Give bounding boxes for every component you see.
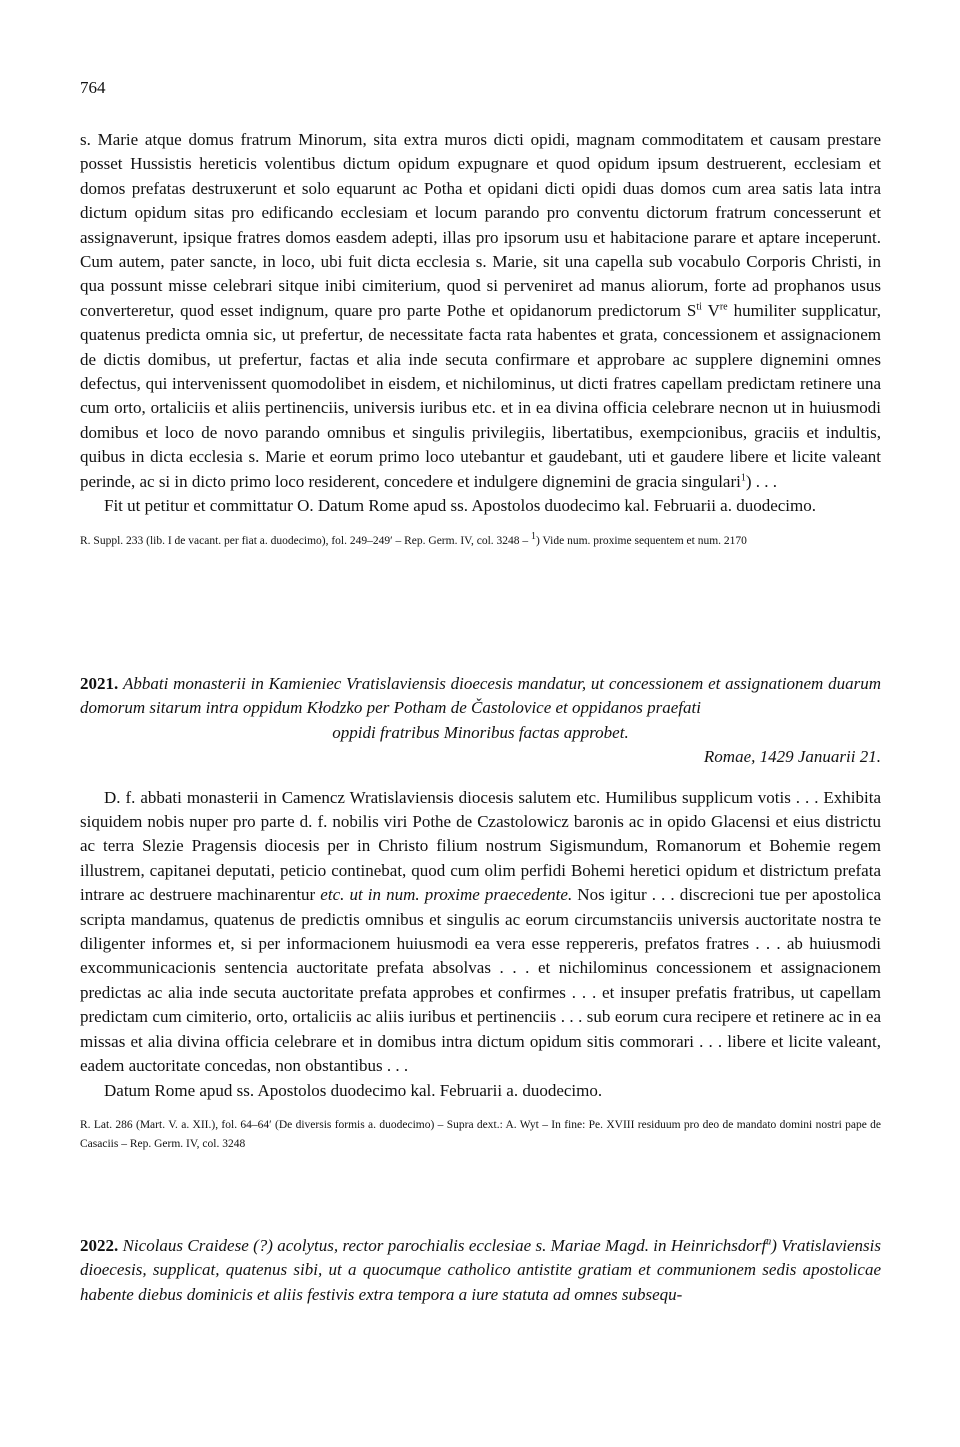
note-text: ) Vide num. proxime sequentem et num. 2170 — [536, 534, 747, 547]
entry-2022 — [80, 1234, 881, 1307]
footnote-marker: 1 — [531, 530, 537, 542]
body-text: D. f. abbati monasterii in Camencz Wratislaviensis diocesis salutem etc. Humilibus supplicum votis . . . Exhibita siquidem nobis nuper pro parte d. f. nobilis viri Pothe de Czastolowicz baronis ac in opido Glacensi et eius districtu ac terra Slezie Pragensis diocesis per in Christo filium nostrum Sigismundum, Romanorum et Bohemie regem illustrem, capitanei deputati, peticio continebat, quod cum olim perfidi Bohemi heretici opidum et districtum prefata intrare ac destruere machinarentur — [80, 787, 881, 905]
superscript: ti — [696, 301, 702, 313]
entry-summary: Abbati monasterii in Kamieniec Vratislaviensis dioecesis mandatur, ut concessionem et assignationem duarum domorum sitarum intra oppidum Kłodzko per Potham de Častolovice et oppidanos praefati — [80, 674, 881, 718]
source-note: R. Lat. 286 (Mart. V. a. XII.), fol. 64–64′ (De diversis formis a. duodecimo) – Supra dext.: A. Wyt – In fine: Pe. XVIII residuum pro deo de mandato domini nostri pape de Casaciis – Rep. Germ. IV, col. 3248 — [80, 1118, 881, 1150]
continuation-text: s. Marie atque domus fratrum Minorum, sita extra muros dicti opidi, magnam commoditatem et causam prestare posset Hussistis hereticis volentibus dictum opidum expugnare et quod opidum ipsum destruerent, ecclesiam et domos prefatas destruxerunt et solo equarunt ac Potha et opidani dicti opidi duas domos cum area satis lata intra dictum opidum sitas pro edificando ecclesiam et locum parando pro conventu dictorum fratrum concesserunt et assignaverunt, ipsique fratres domos easdem adepti, illas pro ipsorum usu et habitacione parare et aptare inceperunt. Cum autem, pater sancte, in loco, ubi fuit dicta ecclesia s. Marie, sit una capella sub vocabulo Corporis Christi, in qua possunt misse celebrari sitque inibi cimiterium, quod si perveniret ad manus aliorum, forte ad prophanos usus converteretur, quod esset indignum, quare pro parte Pothe et opidanorum predictorum S — [80, 130, 881, 320]
continuation-paragraph — [80, 128, 881, 494]
entry-body — [80, 786, 881, 1079]
footnote-marker: 1 — [740, 472, 746, 484]
continuation-section — [80, 128, 881, 551]
dateline: Romae, 1429 Januarii 21. — [703, 747, 881, 767]
superscript: re — [719, 301, 728, 313]
footnote-marker: a — [766, 1236, 772, 1248]
fiat-paragraph: Fit ut petitur et committatur O. Datum Rome apud ss. Apostolos duodecimo kal. Februarii a. duodecimo. — [104, 496, 817, 516]
entry-heading — [80, 672, 881, 721]
continuation-text: humiliter supplicatur, quatenus predicta omnia sic, ut prefertur, de necessitate facta rata habentes et grata, concessionem et assignacionem de dictis domibus, ut prefertur, factas et alia inde secuta confirmare et approbare ac supplere dignemini omnes defectus, qui intervenissent quomodolibet in eisdem, et nichilominus, ut dicti fratres capellam predictam retinere una cum orto, ortaliciis et aliis pertinenciis, universis iuribus etc. et in ea divina officia celebrare necnon ut in huiusmodi domibus et loco de novo parando omnibus et singulis privilegiis, libertatibus, exempcionibus, graciis et indultis, quibus in dicta ecclesia s. Marie et eorum primo loco utebantur et gaudebant, uti et gaudere libere et licite valeant perinde, ac si in dicto primo loco residerent, concedere et indulgere dignemini de gracia singulari — [80, 300, 881, 491]
source-note — [80, 532, 881, 551]
entry-summary: Nicolaus Craidese (?) acolytus, rector parochialis ecclesiae s. Mariae Magd. in Heinrichsdorf — [122, 1236, 767, 1255]
entry-summary: ) Vratislaviensis dioecesis, supplicat, quatenus sibi, ut a quocumque catholico antistite gratiam et communionem sedis apostolicae habente diebus dominicis et aliis festivis extra tempora a iure statuta ad omnes subsequ- — [80, 1236, 882, 1304]
body-text: Nos igitur . . . discrecioni tue per apostolica scripta mandamus, quatenus de predictis omnibus et singulis ac eorum circumstanciis universis auctoritate nostra te diligenter informes et, si per informacionem huiusmodi ea vera esse reppereris, prefatos fratres . . . ab huiusmodi excommunicacionis sentencia auctoritate prefata absolvas . . . et nichilominus concessionem et assignacionem predictas ac alia inde secuta auctoritate prefata approbes et confirmes . . . et insuper prefatis fratribus, ut capellam predictam cum cimiterio, orto, ortaliciis ac aliis iuribus et pertinenciis . . . sub eorum cura recipere et retinere ac in ea missas et alia divina officia celebrare et in domibus intra dictum opidum sitis commorari . . . libere et licite valeant, eadem auctoritate concedas, non obstantibus . . . — [80, 885, 881, 1076]
body-italic: etc. ut in num. proxime praecedente. — [320, 885, 573, 905]
entry-2021 — [80, 672, 881, 1154]
entry-summary-end: oppidi fratribus Minoribus factas approbet. — [332, 722, 629, 742]
datum-line: Datum Rome apud ss. Apostolos duodecimo kal. Februarii a. duodecimo. — [104, 1080, 603, 1100]
note-text: R. Suppl. 233 (lib. I de vacant. per fiat a. duodecimo), fol. 249–249′ – Rep. Germ. IV, col. 3248 – — [80, 534, 532, 547]
entry-heading — [80, 1234, 881, 1307]
entry-number: 2021. — [80, 674, 119, 693]
continuation-text: V — [701, 300, 720, 320]
page-number: 764 — [80, 78, 106, 97]
continuation-text: ) . . . — [745, 471, 778, 491]
entry-number: 2022. — [80, 1236, 119, 1255]
